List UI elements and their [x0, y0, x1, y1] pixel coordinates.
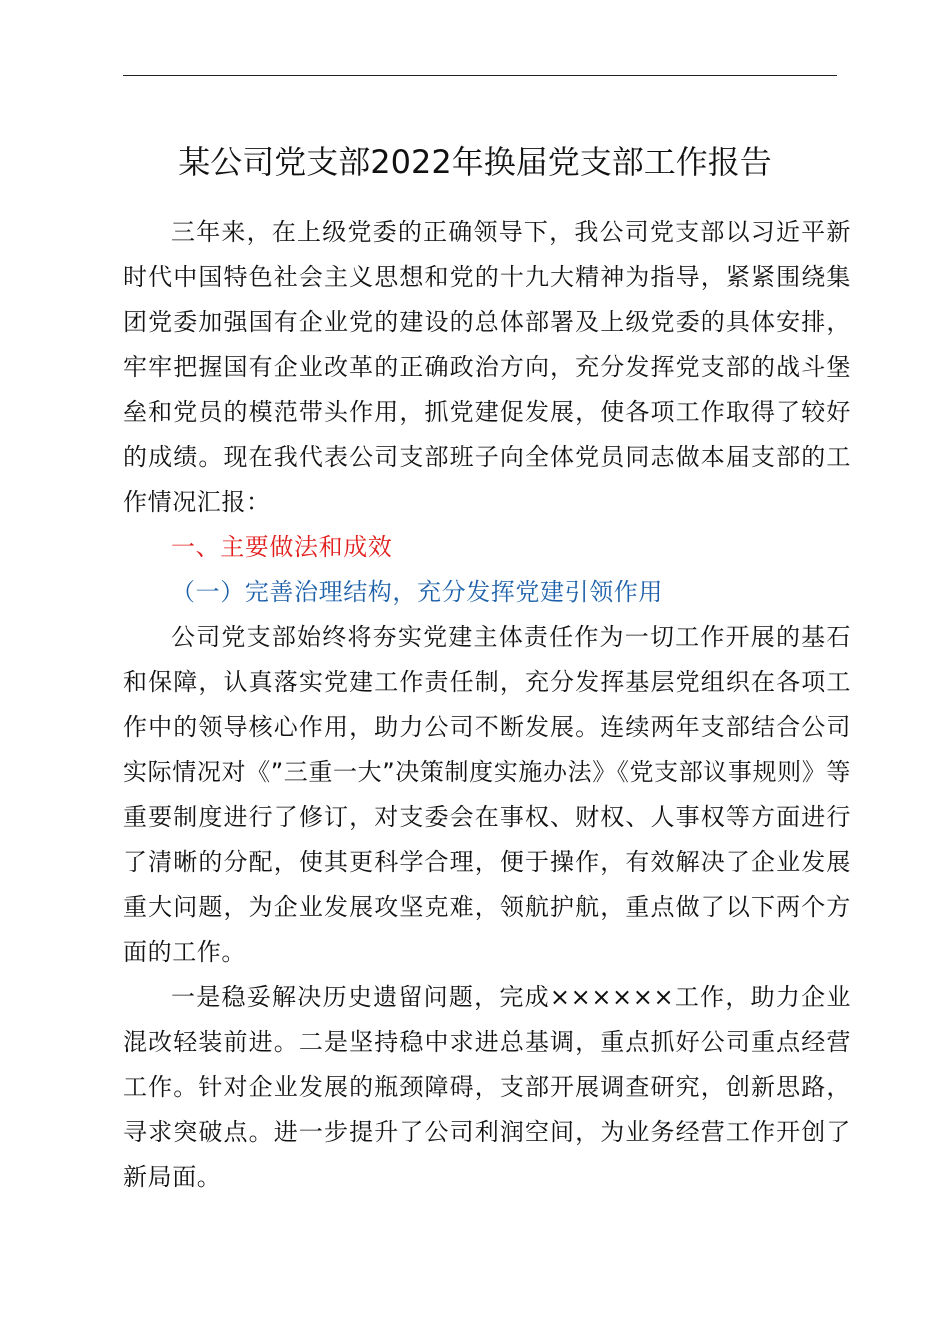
section-heading: 一、主要做法和成效 [171, 533, 393, 561]
document-title: 某公司党支部2022年换届党支部工作报告 [178, 143, 772, 181]
body-paragraph: 公司党支部始终将夯实党建主体责任作为一切工作开展的基石和保障，认真落实党建工作责任制，充分发挥基层党组织在各项工作中的领导核心作用，助力公司不断发展。连续两年支部结合公司实际情况对《”三重一大”决策制度实施办法》《党支部议事规则》等重要制度进行了修订，对支委会在事权、财权、人事权等方面进行了清晰的分配，使其更科学合理，便于操作，有效解决了企业发展重大问题，为企业发展攻坚克难，领航护航，重点做了以下两个方面的工作。 [123, 623, 851, 966]
header-rule [123, 75, 837, 76]
intro-paragraph: 三年来，在上级党委的正确领导下，我公司党支部以习近平新时代中国特色社会主义思想和党的十九大精神为指导，紧紧围绕集团党委加强国有企业党的建设的总体部署及上级党委的具体安排，牢牢把握国有企业改革的正确政治方向，充分发挥党支部的战斗堡垒和党员的模范带头作用，抓党建促发展，使各项工作取得了较好的成绩。现在我代表公司支部班子向全体党员同志做本届支部的工作情况汇报： [123, 218, 851, 516]
subsection-heading: （一）完善治理结构，充分发挥党建引领作用 [171, 578, 663, 606]
body-paragraph: 一是稳妥解决历史遗留问题，完成××××××工作，助力企业混改轻装前进。二是坚持稳中求进总基调，重点抓好公司重点经营工作。针对企业发展的瓶颈障碍，支部开展调查研究，创新思路，寻求突破点。进一步提升了公司利润空间，为业务经营工作开创了新局面。 [123, 983, 851, 1191]
document-body [123, 210, 851, 1200]
